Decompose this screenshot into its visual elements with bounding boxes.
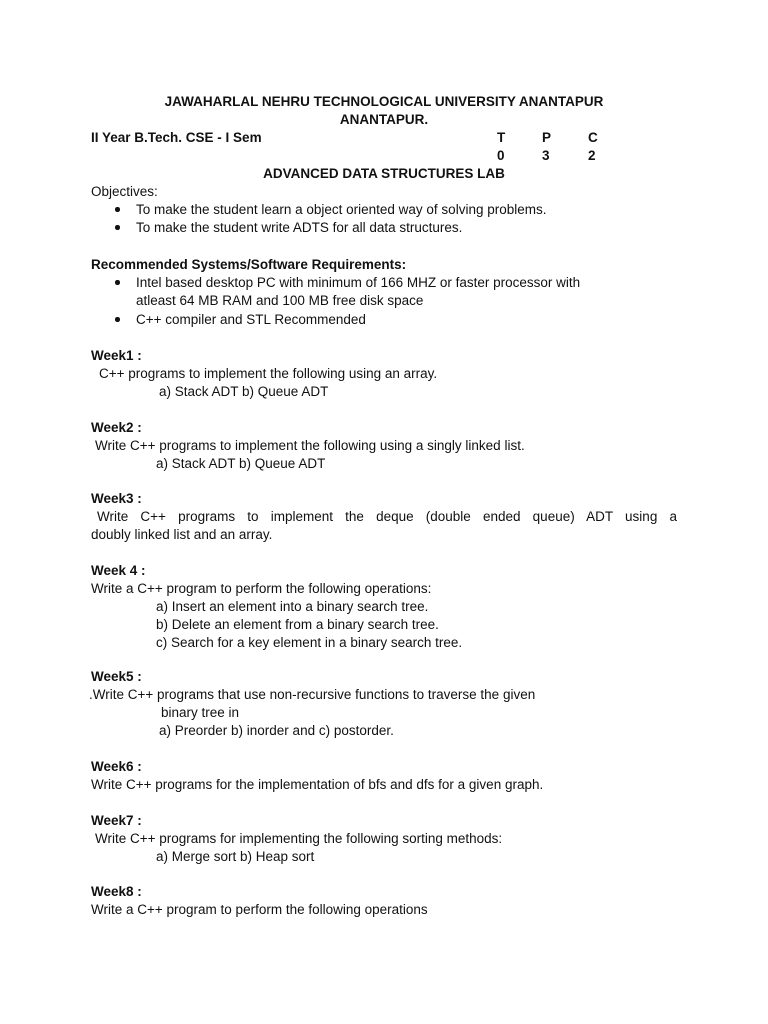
tpc-value-t: 0	[497, 148, 505, 163]
tpc-value-p: 3	[542, 148, 550, 163]
week-title: Week8 :	[91, 884, 142, 899]
week-line: .Write C++ programs that use non-recursive functions to traverse the given	[89, 687, 536, 702]
week-line: a) Stack ADT b) Queue ADT	[156, 456, 326, 471]
week-line: b) Delete an element from a binary search tree.	[156, 617, 439, 632]
university-city: ANANTAPUR.	[339, 112, 429, 127]
requirements-heading: Recommended Systems/Software Requirements:	[91, 257, 407, 272]
week-line: Write C++ programs for the implementation of bfs and dfs for a given graph.	[91, 777, 544, 792]
week-title: Week1 :	[91, 348, 142, 363]
requirement-item: Intel based desktop PC with minimum of 166 MHZ or faster processor with	[136, 275, 581, 290]
week-line: C++ programs to implement the following using an array.	[99, 366, 438, 381]
week-title: Week7 :	[91, 813, 142, 828]
week-line: Write C++ programs for implementing the following sorting methods:	[95, 831, 503, 846]
tpc-label-c: C	[588, 130, 598, 145]
week-title: Week2 :	[91, 420, 142, 435]
week-line: Write a C++ program to perform the following operations:	[91, 581, 432, 596]
week-title: Week6 :	[91, 759, 142, 774]
objective-item: To make the student learn a object oriented way of solving problems.	[136, 202, 547, 217]
objective-item: To make the student write ADTS for all data structures.	[136, 220, 463, 235]
bullet-icon	[115, 207, 120, 212]
week-line: doubly linked list and an array.	[91, 527, 273, 542]
bullet-icon	[115, 280, 120, 285]
week-line: Write C++ programs to implement the following using a singly linked list.	[95, 438, 525, 453]
week-line: a) Merge sort b) Heap sort	[156, 849, 315, 864]
requirement-item: C++ compiler and STL Recommended	[136, 312, 366, 327]
requirement-item-continued: atleast 64 MB RAM and 100 MB free disk space	[136, 293, 424, 308]
week-title: Week 4 :	[91, 563, 146, 578]
bullet-icon	[115, 225, 120, 230]
week-line: a) Stack ADT b) Queue ADT	[159, 384, 329, 399]
week-line: a) Insert an element into a binary search tree.	[156, 599, 429, 614]
week-title: Week3 :	[91, 491, 142, 506]
tpc-label-t: T	[497, 130, 506, 145]
week-line: binary tree in	[161, 705, 240, 720]
year-semester: II Year B.Tech. CSE - I Sem	[91, 130, 262, 145]
course-title: ADVANCED DATA STRUCTURES LAB	[263, 166, 505, 181]
week-line: c) Search for a key element in a binary search tree.	[156, 635, 463, 650]
tpc-label-p: P	[542, 130, 552, 145]
week-title: Week5 :	[91, 669, 142, 684]
week-line: a) Preorder b) inorder and c) postorder.	[159, 723, 394, 738]
objectives-heading: Objectives:	[91, 184, 158, 199]
week-line: Write a C++ program to perform the following operations	[91, 902, 428, 917]
university-name: JAWAHARLAL NEHRU TECHNOLOGICAL UNIVERSITY ANANTAPUR	[164, 94, 604, 109]
bullet-icon	[115, 317, 120, 322]
week-line: Write C++ programs to implement the deque (double ended queue) ADT using a	[97, 509, 677, 524]
tpc-value-c: 2	[588, 148, 596, 163]
